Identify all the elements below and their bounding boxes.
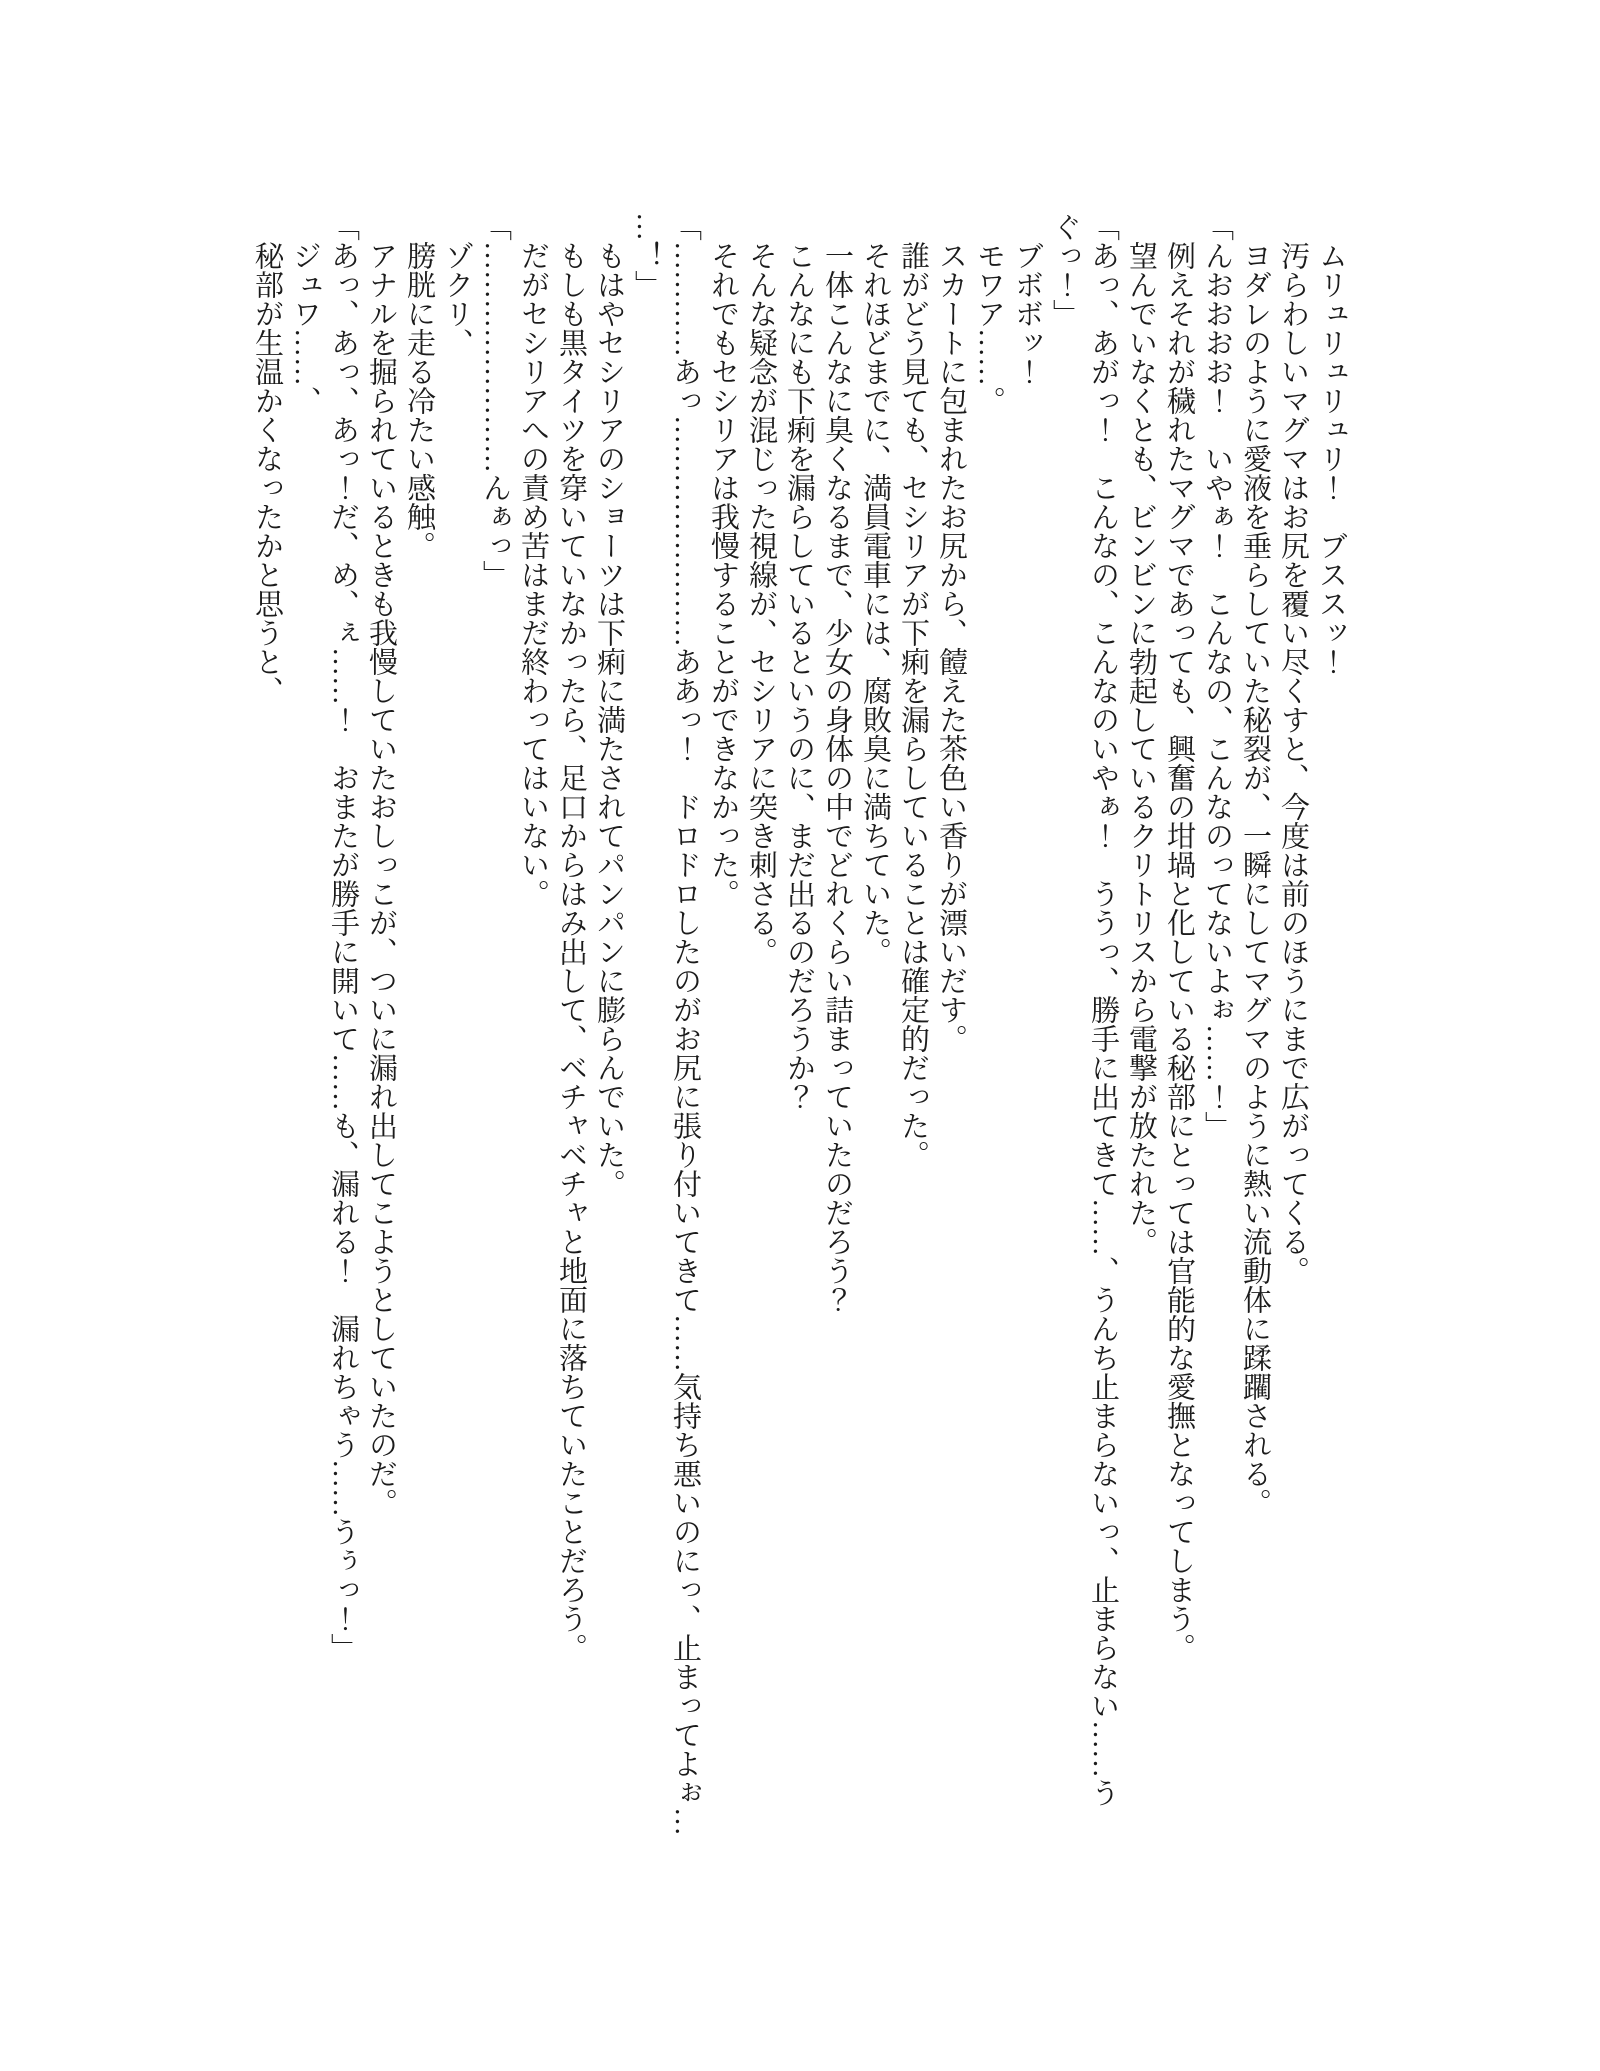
text-line: 膀胱に走る冷たい感触。 [403, 212, 435, 560]
text-line: 一体こんなに臭くなるまで、少女の身体の中でどれくらい詰まっていたのだろう？ [821, 212, 853, 1314]
text-line: ブボボッ！ [1011, 212, 1043, 386]
text-line: こんなにも下痢を漏らしているというのに、まだ出るのだろうか？ [783, 212, 815, 1111]
text-line: 誰がどう見ても、セシリアが下痢を漏らしていることは確定的だった。 [897, 212, 929, 1169]
text-line: 例えそれが穢れたマグマであっても、興奮の坩堝と化している秘部にとっては官能的な愛撫となってしまう。 [1163, 212, 1195, 1662]
text-line: 汚らわしいマグマはお尻を覆い尽くすと、今度は前のほうにまで広がってくる。 [1277, 212, 1309, 1285]
text-line: ジュワ……、 [289, 212, 321, 415]
vertical-text-block [248, 212, 1350, 1872]
text-line: 「…………あっ……………………ああっ！ ドロドロしたのがお尻に張り付いてきて……気持ち悪いのにっ、止まってよぉ… [669, 212, 701, 1836]
text-line: それほどまでに、満員電車には、腐敗臭に満ちていた。 [859, 212, 891, 966]
text-line: そんな疑念が混じった視線が、セシリアに突き刺さる。 [745, 212, 777, 966]
text-line: 「……………………んぁっ」 [479, 212, 511, 589]
text-line: ぐっ！」 [1049, 212, 1081, 328]
text-line: 秘部が生温かくなったかと思うと、 [251, 212, 283, 705]
text-line: モワア……。 [973, 212, 1005, 415]
text-line: アナルを掘られているときも我慢していたおしっこが、ついに漏れ出してこようとしていたのだ。 [365, 212, 397, 1517]
text-line: 望んでいなくとも、ビンビンに勃起しているクリトリスから電撃が放たれた。 [1125, 212, 1157, 1256]
text-line: ヨダレのように愛液を垂らしていた秘裂が、一瞬にしてマグマのように熱い流動体に蹂躙される。 [1239, 212, 1271, 1517]
text-line: ゾクリ、 [441, 212, 473, 357]
text-line: 「あっ、あっ、あっ！だ、め、ぇ……！ おまたが勝手に開いて……も、漏れる！ 漏れちゃう……うぅっ！」 [327, 212, 359, 1662]
text-line: ムリュリュリュリ！ ブススッ！ [1315, 212, 1347, 676]
text-line: スカートに包まれたお尻から、饐えた茶色い香りが漂いだす。 [935, 212, 967, 1053]
text-line: もはやセシリアのショーツは下痢に満たされてパンパンに膨らんでいた。 [593, 212, 625, 1198]
text-line: もしも黒タイツを穿いていなかったら、足口からはみ出して、ベチャベチャと地面に落ちていたことだろう。 [555, 212, 587, 1662]
text-line: 「あっ、あがっ！ こんなの、こんなのいやぁ！ ううっ、勝手に出てきて……、うんち止まらないっ、止まらない……う [1087, 212, 1119, 1807]
text-line: だがセシリアへの責め苦はまだ終わってはいない。 [517, 212, 549, 908]
text-line: それでもセシリアは我慢することができなかった。 [707, 212, 739, 908]
text-line: 「んおおおお！ いやぁ！ こんなの、こんなのってないよぉ……！」 [1201, 212, 1233, 1140]
text-line: …！」 [631, 212, 663, 299]
